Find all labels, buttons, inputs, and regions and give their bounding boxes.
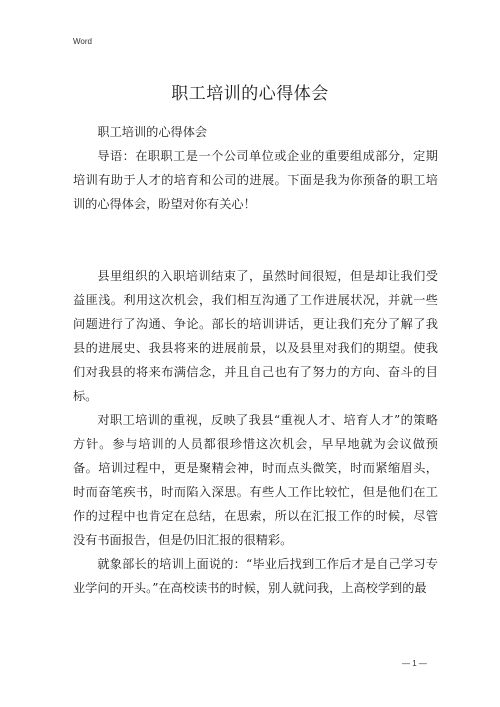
paragraph-gap bbox=[73, 216, 438, 264]
document-title: 职工培训的心得体会 bbox=[171, 84, 329, 104]
document-body bbox=[73, 120, 438, 600]
body-paragraph: 对职工培训的重视，反映了我县“重视人才、培育人才”的策略方针。参与培训的人员都很珍惜这次机会，早早地就为会议做预备。培训过程中，更是聚精会神，时而点头微笑，时而紧缩眉头，时而奋笔疾书，时而陷入深思。有些人工作比较忙，但是他们在工作的过程中也肯定在总结，在思索，所以在汇报工作的时候，尽管没有书面报告，但是仍旧汇报的很精彩。 bbox=[73, 413, 438, 547]
body-paragraph: 就象部长的培训上面说的：“毕业后找到工作后才是自己学习专业学问的开头。”在高校读书的时候，别人就问我，上高校学到的最 bbox=[73, 557, 438, 595]
intro-paragraph: 导语：在职职工是一个公司单位或企业的重要组成部分，定期培训有助于人才的培育和公司的进展。下面是我为你预备的职工培训的心得体会，盼望对你有关心！ bbox=[73, 149, 438, 211]
page-number: — 1 — bbox=[402, 659, 427, 668]
body-paragraph: 县里组织的入职培训结束了，虽然时间很短，但是却让我们受益匪浅。利用这次机会，我们相互沟通了工作进展状况，并就一些问题进行了沟通、争论。部长的培训讲话，更让我们充分了解了我县的进展史、我县将来的进展前景，以及县里对我们的期望。使我们对我县的将来布满信念，并且自己也有了努力的方向、奋斗的目标。 bbox=[73, 269, 438, 403]
subtitle-paragraph: 职工培训的心得体会 bbox=[97, 125, 208, 139]
page-header-label: Word bbox=[73, 37, 92, 46]
